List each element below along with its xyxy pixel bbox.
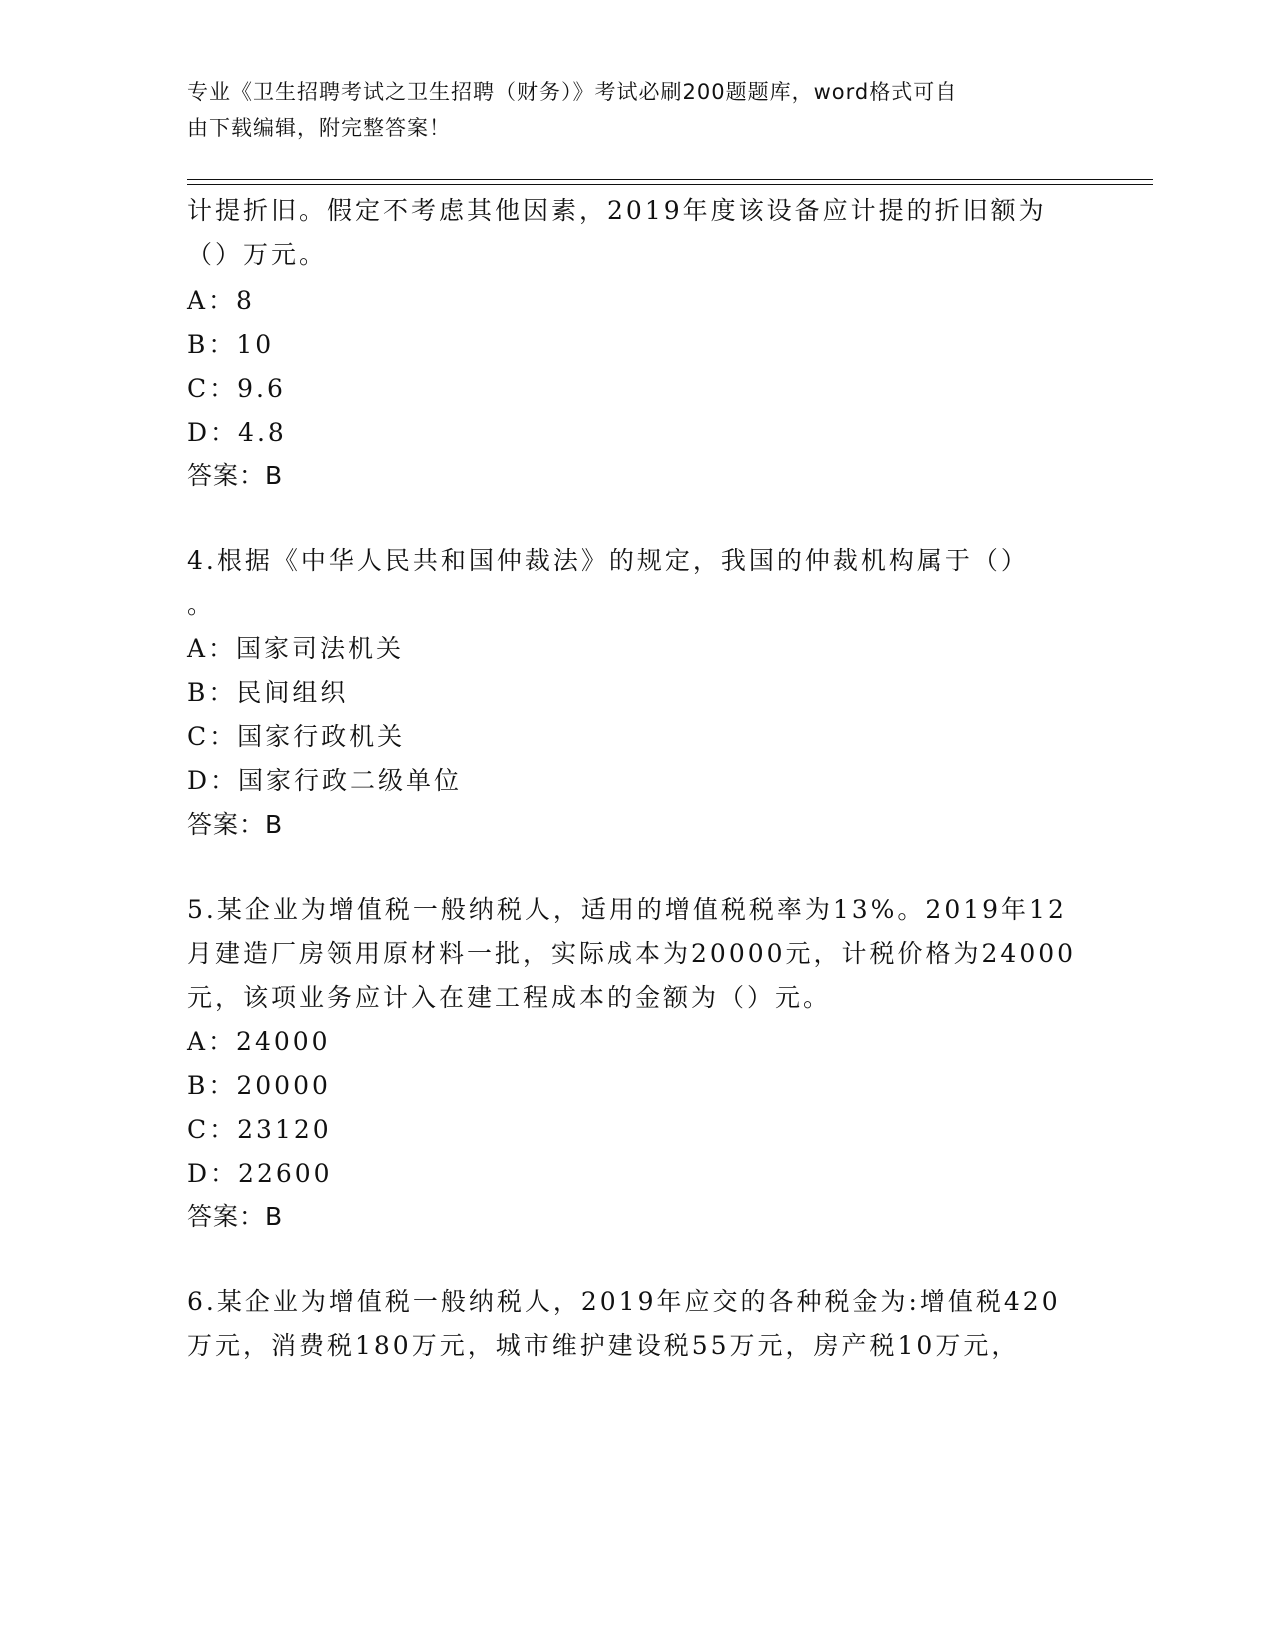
q5-option-d: D：22600: [187, 1159, 333, 1188]
q6-stem-line-2: 万元，消费税180万元，城市维护建设税55万元，房产税10万元，: [187, 1331, 1020, 1360]
q4-stem-line-1: 4.根据《中华人民共和国仲裁法》的规定，我国的仲裁机构属于（）: [187, 546, 1029, 575]
q5-stem-line-1: 5.某企业为增值税一般纳税人，适用的增值税税率为13%。2019年12: [187, 895, 1067, 924]
q5-stem-line-3: 元，该项业务应计入在建工程成本的金额为（）元。: [187, 983, 832, 1012]
q5-answer: 答案：B: [187, 1202, 284, 1231]
q5-option-c: C：23120: [187, 1115, 332, 1144]
header-line-1: 专业《卫生招聘考试之卫生招聘（财务）》考试必刷200题题库，word格式可自: [187, 80, 958, 104]
q3-option-b: B：10: [187, 330, 275, 359]
q3-answer: 答案：B: [187, 461, 284, 490]
q4-option-d: D：国家行政二级单位: [187, 766, 463, 795]
q4-option-c: C：国家行政机关: [187, 722, 406, 751]
q4-option-a: A：国家司法机关: [187, 634, 405, 663]
q4-answer: 答案：B: [187, 810, 284, 839]
header-divider-thin: [187, 179, 1153, 180]
q5-option-b: B：20000: [187, 1071, 331, 1100]
header-divider-thick: [187, 184, 1153, 185]
q3-option-a: A：8: [187, 286, 255, 315]
q3-option-d: D：4.8: [187, 418, 287, 447]
q4-option-b: B：民间组织: [187, 678, 349, 707]
q3-option-c: C：9.6: [187, 374, 286, 403]
q5-stem-line-2: 月建造厂房领用原材料一批，实际成本为20000元，计税价格为24000: [187, 939, 1077, 968]
header-line-2: 由下载编辑，附完整答案！: [187, 116, 451, 140]
q5-option-a: A：24000: [187, 1027, 331, 1056]
q6-stem-line-1: 6.某企业为增值税一般纳税人，2019年应交的各种税金为:增值税420: [187, 1287, 1061, 1316]
q3-stem-line-1: 计提折旧。假定不考虑其他因素，2019年度该设备应计提的折旧额为: [187, 196, 1047, 225]
q3-stem-line-2: （）万元。: [187, 240, 328, 269]
document-header: [187, 74, 1067, 146]
q4-stem-line-2: 。: [187, 590, 216, 619]
